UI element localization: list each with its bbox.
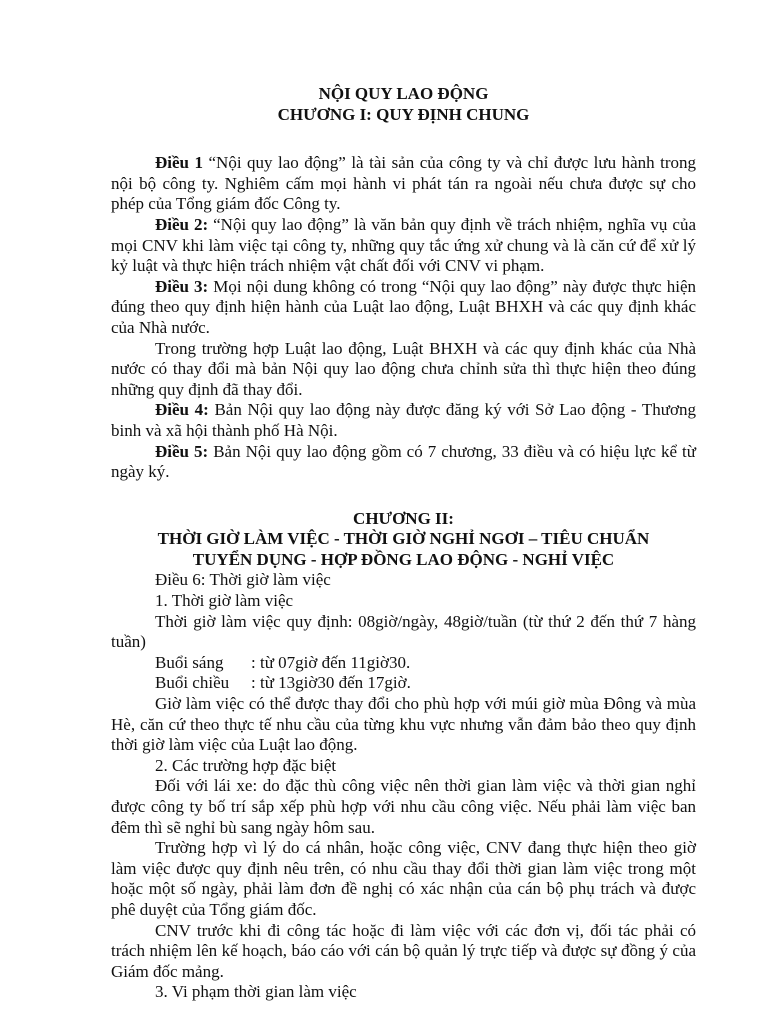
afternoon-value: : từ 13giờ30 đến 17giờ. (251, 673, 411, 693)
driver-text: Đối với lái xe: do đặc thù công việc nên thời gian làm việc và thời gian nghỉ được công ty bố trí sắp xếp phù hợp với nhu cầu công việc. Nếu phải làm việc ban đêm thì sẽ nghỉ bù sang ngày hôm sau. (111, 776, 696, 837)
seasonal-hours-text: Giờ làm việc có thể được thay đổi cho phù hợp với múi giờ mùa Đông và mùa Hè, căn cứ theo thực tế nhu cầu của từng khu vực nhưng vẫn đảm bảo theo quy định thời giờ làm việc của Luật lao động. (111, 694, 696, 755)
article-label: Điều 2: (155, 214, 209, 234)
article-text: Bản Nội quy lao động này được đăng ký với Sở Lao động - Thương binh và xã hội thành phố Hà Nội. (111, 400, 696, 440)
chapter-1-title: CHƯƠNG I: QUY ĐỊNH CHUNG (277, 104, 530, 124)
article-text: Mọi nội dung không có trong “Nội quy lao động” này được thực hiện đúng theo quy định hiện hành của Luật lao động, Luật BHXH và các quy định khác của Nhà nước. (111, 276, 696, 337)
afternoon-label: Buổi chiều (155, 673, 230, 693)
morning-value: : từ 07giờ đến 11giờ30. (251, 652, 411, 672)
business-travel-text: CNV trước khi đi công tác hoặc đi làm việc với các đơn vị, đối tác phải có trách nhiệm lên kế hoạch, báo cáo với cán bộ quản lý trực tiếp và được sự đồng ý của Giám đốc mảng. (111, 920, 696, 981)
article-1 (111, 153, 696, 215)
working-hours-text: Thời giờ làm việc quy định: 08giờ/ngày, 48giờ/tuần (từ thứ 2 đến thứ 7 hàng tuần) (111, 611, 696, 652)
article-6-heading: Điều 6: Thời giờ làm việc (155, 570, 331, 590)
section-2-heading: 2. Các trường hợp đặc biệt (155, 755, 337, 775)
article-2 (111, 215, 696, 277)
afternoon-shift (111, 673, 696, 694)
section-1-heading: 1. Thời giờ làm việc (155, 591, 294, 611)
document-title: NỘI QUY LAO ĐỘNG (318, 84, 489, 103)
chapter-2-title-line-1: THỜI GIỜ LÀM VIỆC - THỜI GIỜ NGHỈ NGƠI – TIÊU CHUẨN (157, 529, 650, 549)
chapter-2-title-line-2: TUYỂN DỤNG - HỢP ĐỒNG LAO ĐỘNG - NGHỈ VIỆC (192, 549, 615, 569)
personal-change-text: Trường hợp vì lý do cá nhân, hoặc công việc, CNV đang thực hiện theo giờ làm việc được quy định nêu trên, có nhu cầu thay đổi thời gian làm việc trong một hoặc một số ngày, phải làm đơn đề nghị có xác nhận của cán bộ phụ trách và được phê duyệt của Tổng giám đốc. (111, 838, 696, 919)
morning-shift (111, 653, 696, 674)
section-3-heading: 3. Vi phạm thời gian làm việc (155, 982, 357, 1002)
article-3 (111, 277, 696, 339)
article-label: Điều 4: (155, 400, 209, 420)
article-4 (111, 400, 696, 441)
article-text: “Nội quy lao động” là tài sản của công ty và chỉ được lưu hành trong nội bộ công ty. Nghiêm cấm mọi hành vi phát tán ra ngoài nếu chưa được sự cho phép của Tổng giám đốc Công ty. (111, 153, 696, 214)
article-text: Trong trường hợp Luật lao động, Luật BHXH và các quy định khác của Nhà nước có thay đổi mà bản Nội quy lao động chưa chỉnh sửa thì thực hiện theo đúng những quy định đã thay đổi. (111, 338, 696, 399)
article-text: “Nội quy lao động” là văn bản quy định về trách nhiệm, nghĩa vụ của mọi CNV khi làm việc tại công ty, những quy tắc ứng xử chung và là căn cứ để xử lý kỷ luật và thực hiện trách nhiệm vật chất đối với CNV vi phạm. (111, 214, 696, 276)
document-body (111, 84, 696, 1003)
article-5 (111, 442, 696, 483)
article-label: Điều 5: (155, 441, 209, 461)
article-3-continued (111, 339, 696, 401)
article-text: Bản Nội quy lao động gồm có 7 chương, 33 điều và có hiệu lực kể từ ngày ký. (111, 441, 696, 482)
article-label: Điều 3: (155, 276, 209, 296)
chapter-2-heading: CHƯƠNG II: (353, 508, 454, 528)
morning-label: Buổi sáng (155, 652, 224, 672)
article-label: Điều 1 (155, 153, 203, 173)
